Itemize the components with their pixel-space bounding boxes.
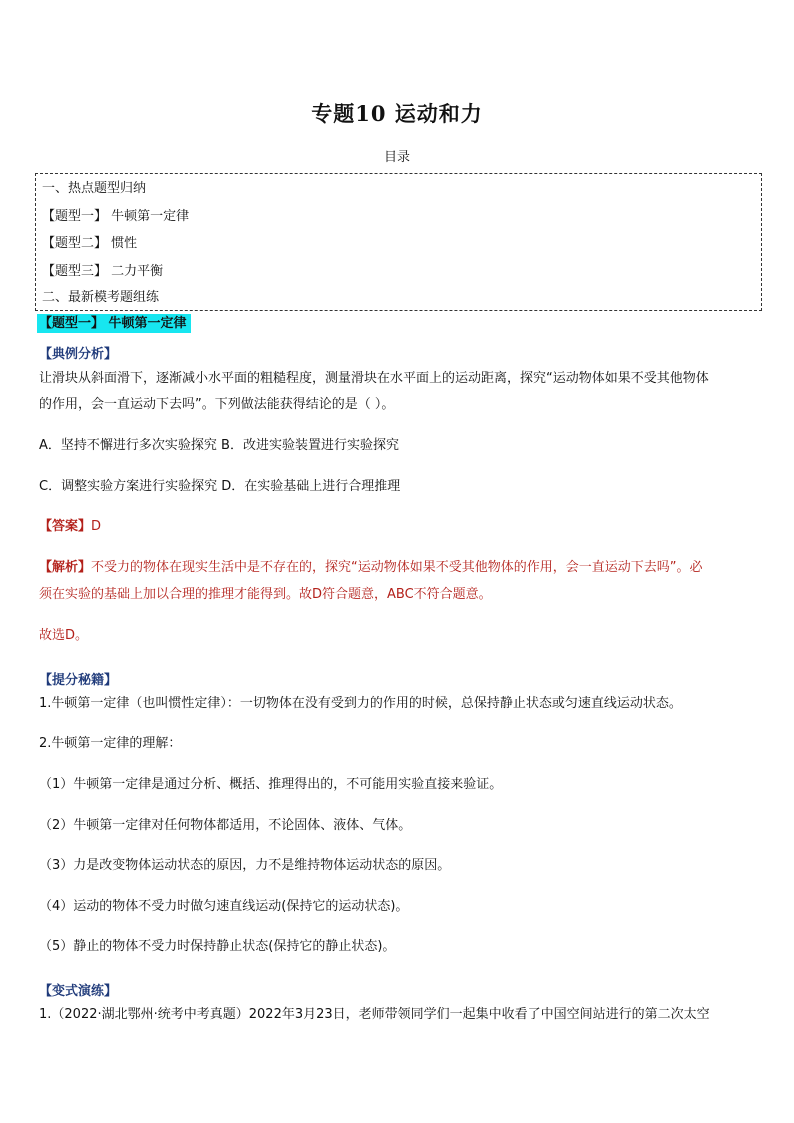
example-heading: 【典例分析】 bbox=[39, 347, 118, 362]
tips-point-1: （1）牛顿第一定律是通过分析、概括、推理得出的，不可能用实验直接来验证。 bbox=[39, 777, 503, 792]
practice-question-1: 1.（2022·湖北鄂州·统考中考真题）2022年3月23日，老师带领同学们一起集中收看了中国空间站进行的第二次太空 bbox=[39, 1007, 710, 1022]
analysis-line-1 bbox=[39, 559, 703, 577]
options-line-2: C．调整实验方案进行实验探究 D．在实验基础上进行合理推理 bbox=[39, 479, 401, 494]
analysis-line-2: 须在实验的基础上加以合理的推理才能得到。故D符合题意，ABC不符合题意。 bbox=[39, 587, 492, 602]
tips-point-3: （3）力是改变物体运动状态的原因，力不是维持物体运动状态的原因。 bbox=[39, 858, 451, 873]
analysis-conclusion: 故选D。 bbox=[39, 628, 89, 643]
tips-line-1: 1.牛顿第一定律（也叫惯性定律）：一切物体在没有受到力的作用的时候，总保持静止状态或匀速直线运动状态。 bbox=[39, 696, 682, 711]
page-title: 专题10 运动和力 bbox=[311, 101, 483, 126]
toc-item-hot-topics[interactable]: 一、热点题型归纳 bbox=[42, 181, 147, 196]
practice-heading: 【变式演练】 bbox=[39, 984, 118, 999]
question-line-1: 让滑块从斜面滑下，逐渐减小水平面的粗糙程度，测量滑块在水平面上的运动距离，探究“运动物体如果不受其他物体 bbox=[39, 371, 709, 386]
toc-box bbox=[35, 173, 762, 311]
answer-line bbox=[39, 518, 101, 536]
toc-item-mock-exams[interactable]: 二、最新模考题组练 bbox=[42, 290, 160, 305]
toc-item-type-1[interactable]: 【题型一】 牛顿第一定律 bbox=[42, 209, 190, 224]
options-line-1: A．坚持不懈进行多次实验探究 B．改进实验装置进行实验探究 bbox=[39, 438, 399, 453]
tips-point-2: （2）牛顿第一定律对任何物体都适用，不论固体、液体、气体。 bbox=[39, 818, 412, 833]
toc-item-type-2[interactable]: 【题型二】 惯性 bbox=[42, 236, 138, 251]
question-line-2: 的作用，会一直运动下去吗”。下列做法能获得结论的是（ ）。 bbox=[39, 397, 395, 412]
answer-label: 【答案】 bbox=[39, 519, 92, 534]
toc-heading: 目录 bbox=[383, 150, 410, 165]
tips-point-4: （4）运动的物体不受力时做匀速直线运动(保持它的运动状态)。 bbox=[39, 899, 409, 914]
analysis-text-1: 不受力的物体在现实生活中是不存在的，探究“运动物体如果不受其他物体的作用，会一直运动下去吗”。必 bbox=[91, 560, 703, 575]
toc-item-type-3[interactable]: 【题型三】 二力平衡 bbox=[42, 264, 164, 279]
tips-point-5: （5）静止的物体不受力时保持静止状态(保持它的静止状态)。 bbox=[39, 939, 396, 954]
tips-line-2: 2.牛顿第一定律的理解： bbox=[39, 736, 182, 751]
answer-value: D bbox=[91, 519, 102, 534]
analysis-label: 【解析】 bbox=[39, 560, 92, 575]
tips-heading: 【提分秘籍】 bbox=[39, 673, 118, 688]
section-tag-type-1: 【题型一】 牛顿第一定律 bbox=[37, 314, 191, 333]
